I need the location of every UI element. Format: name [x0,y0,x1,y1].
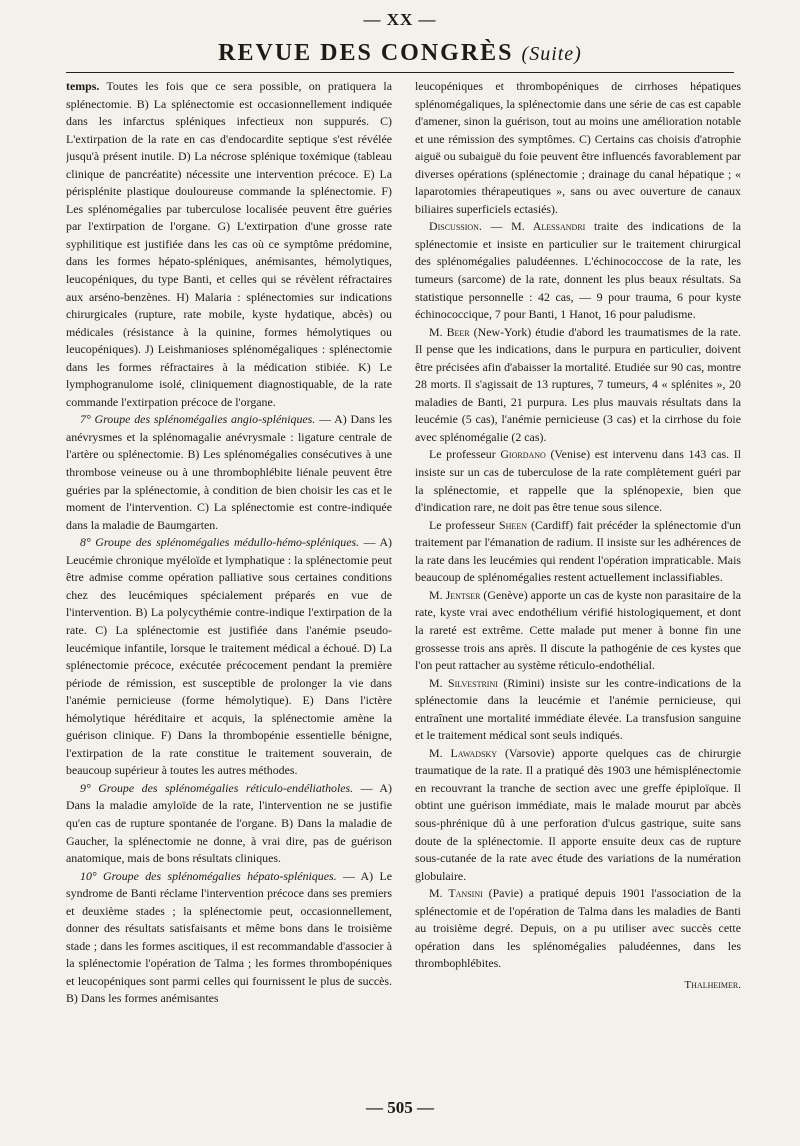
paragraph [415,517,741,587]
header-suite: (Suite) [521,43,582,65]
paragraph-text: — A) Leucémie chronique myéloïde et lymphatique : la splénectomie peut être admise comme opération palliative sous certaines conditions chez des leucémiques spécialement préparés en vue de l'intervention. B) La polycythémie contre-indique l'extirpation de la rate. C) La splénectomie est justifiée dans l'anémie pseudo-leucémique infantile, lorsque le traitement médical a échoué. D) La splénectomie précoce, exécutée précocement pendant la première période de rémission, est susceptible de prolonger la vie dans l'anémie pernicieuse (forme hémolytique). E) Dans l'ictère hémolytique héréditaire et acquis, la splénectomie amène la guérison clinique. F) Dans la thrombopénie essentielle bénigne, l'extirpation de la rate constitue le traitement souverain, de beaucoup supérieur à toutes les autres méthodes. [66,535,392,778]
paragraph-text: — A) Dans les anévrysmes et la splénomagalie anévrysmale : ligature centrale de l'artère ou splénectomie. B) Les splénomégalies consécutives à une thrombose veineuse ou à une thrombophlébite liénale peuvent être guéries par la splénectomie, à condition de bien choisir les cas et le moment de l'intervention. C) La splénectomie est contre-indiquée dans la maladie de Baumgarten. [66,412,392,532]
page-number: — 505 — [366,1098,434,1117]
paragraph [415,324,741,447]
journal-header [0,40,800,67]
paragraph: leucopéniques et thrombopéniques de cirrhoses hépatiques splénomégaliques, la splénectomie dans une série de cas est capable d'amener, sinon la guérison, tout au moins une amélioration notable et une rémission des symptômes. C) Certains cas choisis d'atrophie aiguë ou subaiguë du foie peuvent être influencés favorablement par diverses opérations (splénectomie ; drainage du canal hépatique ; « laparotomies thérapeutiques », sans ou avec ouverture de canaux biliaires superficiels ectasiés). [415,79,741,216]
discussion-lead: Discussion. — M. [429,219,533,234]
speaker-lead: Le professeur [429,517,500,532]
paragraph-text: — A) Dans la maladie amyloïde de la rate, l'intervention ne se justifie qu'en cas de rupture spontanée de l'organe. B) Dans la maladie de Gaucher, la splénectomie ne donne, à vrai dire, pas de guérison anatomique, mais de bons résultats cliniques. [66,780,392,866]
paragraph [66,411,392,534]
paragraph [415,446,741,516]
paragraph [66,534,392,780]
paragraph [415,745,741,885]
speaker-name: Tansini [448,886,483,901]
paragraph-text: traite des indications de la splénectomie et insiste en particulier sur le traitement chirurgical des splénomégalies paludéennes. L'échinococcose de la rate, les tumeurs (sarcome) de la rate, donnent les plus beaux résultats. Sa statistique personnelle : 42 cas, — 9 pour trauma, 6 pour kyste échinococcique, 7 pour Banti, 1 Hanot, 16 pour paludisme. [415,219,741,322]
speaker-name: Beer [446,324,470,339]
speaker-name: Silvestrini [448,675,498,690]
paragraph [415,675,741,745]
header-title: REVUE DES CONGRÈS [218,40,514,66]
paragraph-text: (Rimini) insiste sur les contre-indications de la splénectomie dans la leucémie et l'anémie pernicieuse, qui entraînent une mortalité immédiate élevée. La transfusion sanguine et le traitement médical sont seuls indiqués. [415,675,741,743]
left-column [66,78,392,1086]
paragraph [66,780,392,868]
paragraph [66,868,392,1008]
speaker-lead: M. [429,886,449,901]
run-in-word: temps. [66,79,100,93]
speaker-lead: M. [429,675,449,690]
paragraph-text: (Pavie) a pratiqué depuis 1901 l'association de la splénectomie et de l'opération de Talma dans les maladies de Banti au troisième degré. Depuis, on a pu utiliser avec succès cette opération dans les splénomégalies paludéennes, dans les thrombophlébites. [415,886,741,971]
speaker-lead: M. [429,587,446,602]
speaker-name: Lawadsky [450,745,498,760]
paragraph-text: (Genève) apporte un cas de kyste non parasitaire de la rate, kyste vrai avec endothélium vérifié histologiquement, et dont la rareté est extrême. Cette malade put mener à bonne fin une grossesse trois ans après. Il discute la pathogénie de ces kystes que l'on peut rattacher au système réticulo-endothélial. [415,587,741,673]
speaker-name: Giordano [500,447,546,462]
header-rule [66,72,734,73]
speaker-name: Sheen [499,517,527,532]
paragraph [415,218,741,323]
paragraph-text: (Varsovie) apporte quelques cas de chirurgie traumatique de la rate. Il a pratiqué dès 1903 une hémisplénectomie en recouvrant la tranche de section avec une greffe épiploïque. Il obtint une guérison immédiate, mais le malade mourut par abcès sous-phrénique dû à une perforation d'ulcus gastrique, suite sans doute de la splénectomie. Il apporte ensuite deux cas de rupture sous-cutanée de la rate avec étude des variations de la numération globulaire. [415,745,741,883]
speaker-lead: Le professeur [429,447,501,462]
speaker-lead: M. [429,745,451,760]
group-heading: 8° Groupe des splénomégalies médullo-hémo-spléniques. [80,535,360,550]
speaker-name: Jentser [445,587,481,602]
paragraph-text: Toutes les fois que ce sera possible, on pratiquera la splénectomie. B) La splénectomie est occasionnellement indiquée dans les infarctus spléniques infectieux non suppurés. C) L'extirpation de la rate en cas d'endocardite septique s'est révélée jusqu'à présent inutile. D) La nécrose splénique toxémique (tableau clinique de pancréatite) nécessite une intervention précoce. E) La périsplénite plastique douloureuse commande la splénectomie. F) Les splénomégalies par tuberculose localisée peuvent être guéries par l'extirpation de l'organe. G) L'extirpation d'une grosse rate syphilitique est justifiée dans les cas où ce symptôme prédomine, dans les formes hépato-spléniques, anémisantes, hémolytiques, leucopéniques, du type Banti, et celles qui se révèlent réfractaires aux arséno-benzènes. H) Malaria : splénectomies sur indications chirurgicales (rupture, rate mobile, kyste hydatique, abcès) ou médicales (résistance à la quinine, formes hémolytiques ou leucopéniques). J) Leishmanioses splénomégaliques : splénectomie dans les formes réfractaires à la médication stibiée. K) Le lymphogranulome isolé, cliniquement diagnostiquable, de la rate commande l'extirpation précoce de l'organe. [66,79,392,409]
right-column [415,78,741,1086]
paragraph [415,885,741,973]
author-signature: Thalheimer. [684,978,741,991]
paragraph [66,78,392,411]
group-heading: 10° Groupe des splénomégalies hépato-spléniques. [80,868,337,883]
speaker-name: Alessandri [532,219,586,234]
roman-page-number: — XX — [363,10,437,29]
paragraph [415,587,741,675]
speaker-lead: M. [429,324,447,339]
group-heading: 9° Groupe des splénomégalies réticulo-endéliatholes. [80,780,354,795]
paragraph-text: — A) Le syndrome de Banti réclame l'intervention précoce dans ses premiers et deuxième stades ; la splénectomie peut, occasionnellement, donner des résultats satisfaisants et même bons dans le troisième stade ; dans les formes ascitiques, il est recommandable d'associer à la splénectomie l'opération de Talma ; les formes thrombopéniques et leucopéniques sont parmi celles qui fournissent le plus de succès. B) Dans les formes anémisantes [66,868,392,1006]
paragraph-text: (New-York) étudie d'abord les traumatismes de la rate. Il pense que les indications, dans le purpura en particulier, doivent être précisées afin d'abaisser la mortalité. Etudiée sur 90 cas, montre 28 morts. Il s'agissait de 13 ruptures, 7 tumeurs, 4 « splénites », 20 maladies de Banti, 21 purpura. Les plus mauvais résultats dans la leucémie (5 cas), l'anémie pernicieuse (3 cas) et la cirrhose du foie avec splénomégalie (2 cas). [415,324,741,444]
group-heading: 7° Groupe des splénomégalies angio-spléniques. [80,412,316,427]
paragraph-text: (Venise) est intervenu dans 143 cas. Il insiste sur un cas de tuberculose de la rate complètement guéri par la splénectomie, et rappelle que la splénopexie, bien que d'indication rare, ne doit pas être tenue sous silence. [415,447,741,515]
paragraph-text: (Cardiff) fait précéder la splénectomie d'un traitement par l'émanation de radium. Il insiste sur les adhérences de la rate dans les leucémies qui rendent l'opération impraticable. Mais beaucoup de splénomégalies restent actuellement inclassifiables. [415,517,741,585]
